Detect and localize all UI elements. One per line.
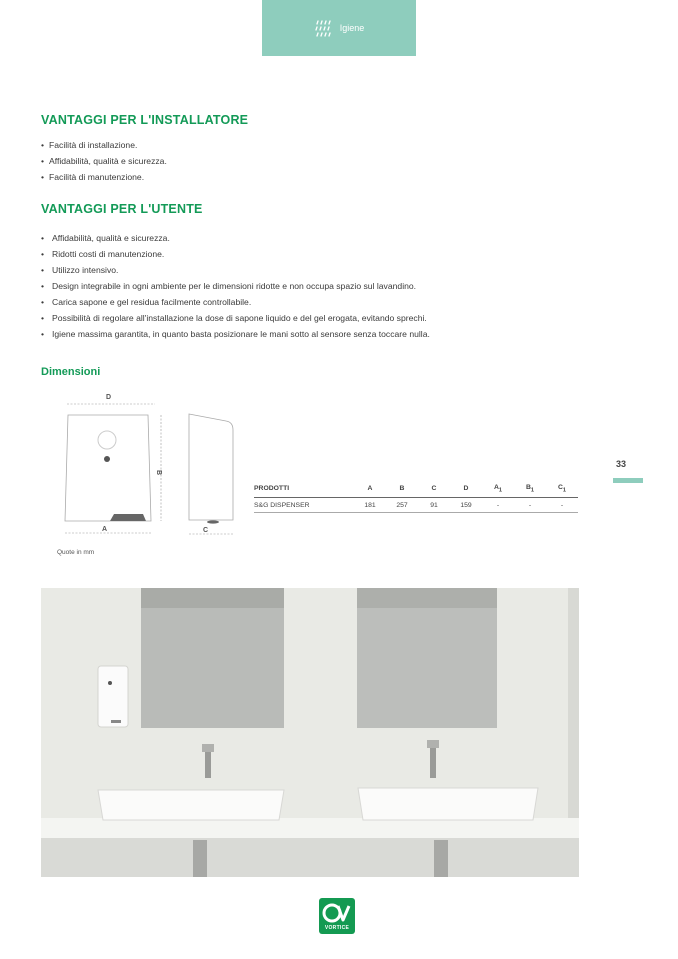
dimension-label-b: B <box>155 470 162 476</box>
list-item: • Affidabilità, qualità e sicurezza. <box>41 230 430 246</box>
column-header: A <box>354 484 386 498</box>
section-tab <box>262 0 416 56</box>
table-cell: - <box>514 498 546 513</box>
table-cell: 257 <box>386 498 418 513</box>
dimensions-table <box>254 484 578 513</box>
section-label: Igiene <box>339 23 365 33</box>
installer-advantages-list <box>41 137 167 185</box>
dimensions-caption: Quote in mm <box>57 549 95 556</box>
table-header-row <box>254 484 578 498</box>
column-header: $C_1$ <box>546 484 578 498</box>
dimension-label-d: D <box>106 394 112 401</box>
hygiene-lines-icon <box>314 19 334 37</box>
list-item: • Carica sapone e gel residua facilmente controllabile. <box>41 294 430 310</box>
column-header: $A_1$ <box>482 484 514 498</box>
table-cell: 91 <box>418 498 450 513</box>
table-cell: 159 <box>450 498 482 513</box>
dimension-label-c: C <box>203 527 209 534</box>
list-item: • Facilità di installazione. <box>41 137 167 153</box>
dimension-diagram <box>50 388 250 548</box>
table-row <box>254 498 578 513</box>
user-advantages-list <box>41 230 430 342</box>
list-item: • Ridotti costi di manutenzione. <box>41 246 430 262</box>
vortice-logo-icon <box>319 900 355 928</box>
dimension-label-a: A <box>102 526 108 533</box>
list-item: • Affidabilità, qualità e sicurezza. <box>41 153 167 169</box>
list-item: • Facilità di manutenzione. <box>41 169 167 185</box>
column-header: $B_1$ <box>514 484 546 498</box>
list-item: • Igiene massima garantita, in quanto basta posizionare le mani sotto al sensore senza toccare nulla. <box>41 326 430 342</box>
list-item: • Utilizzo intensivo. <box>41 262 430 278</box>
page-number: 33 <box>616 459 627 469</box>
dimensions-title: Dimensioni <box>41 366 101 378</box>
column-header: C <box>418 484 450 498</box>
table-cell: - <box>482 498 514 513</box>
column-header: D <box>450 484 482 498</box>
user-advantages-title: VANTAGGI PER L'UTENTE <box>41 202 203 216</box>
page-marker <box>613 478 643 483</box>
bathroom-photo <box>41 588 579 877</box>
list-item: • Possibilità di regolare all'installazione la dose di sapone liquido e del gel erogata, evitando sprechi. <box>41 310 430 326</box>
column-header: PRODOTTI <box>254 484 354 498</box>
table-cell: S&G DISPENSER <box>254 498 354 513</box>
installer-advantages-title: VANTAGGI PER L'INSTALLATORE <box>41 113 249 127</box>
table-cell: 181 <box>354 498 386 513</box>
table-cell: - <box>546 498 578 513</box>
list-item: • Design integrabile in ogni ambiente per le dimensioni ridotte e non occupa spazio sul lavandino. <box>41 278 430 294</box>
vortice-logo <box>319 898 355 934</box>
brand-name: VORTICE <box>324 925 350 931</box>
column-header: B <box>386 484 418 498</box>
